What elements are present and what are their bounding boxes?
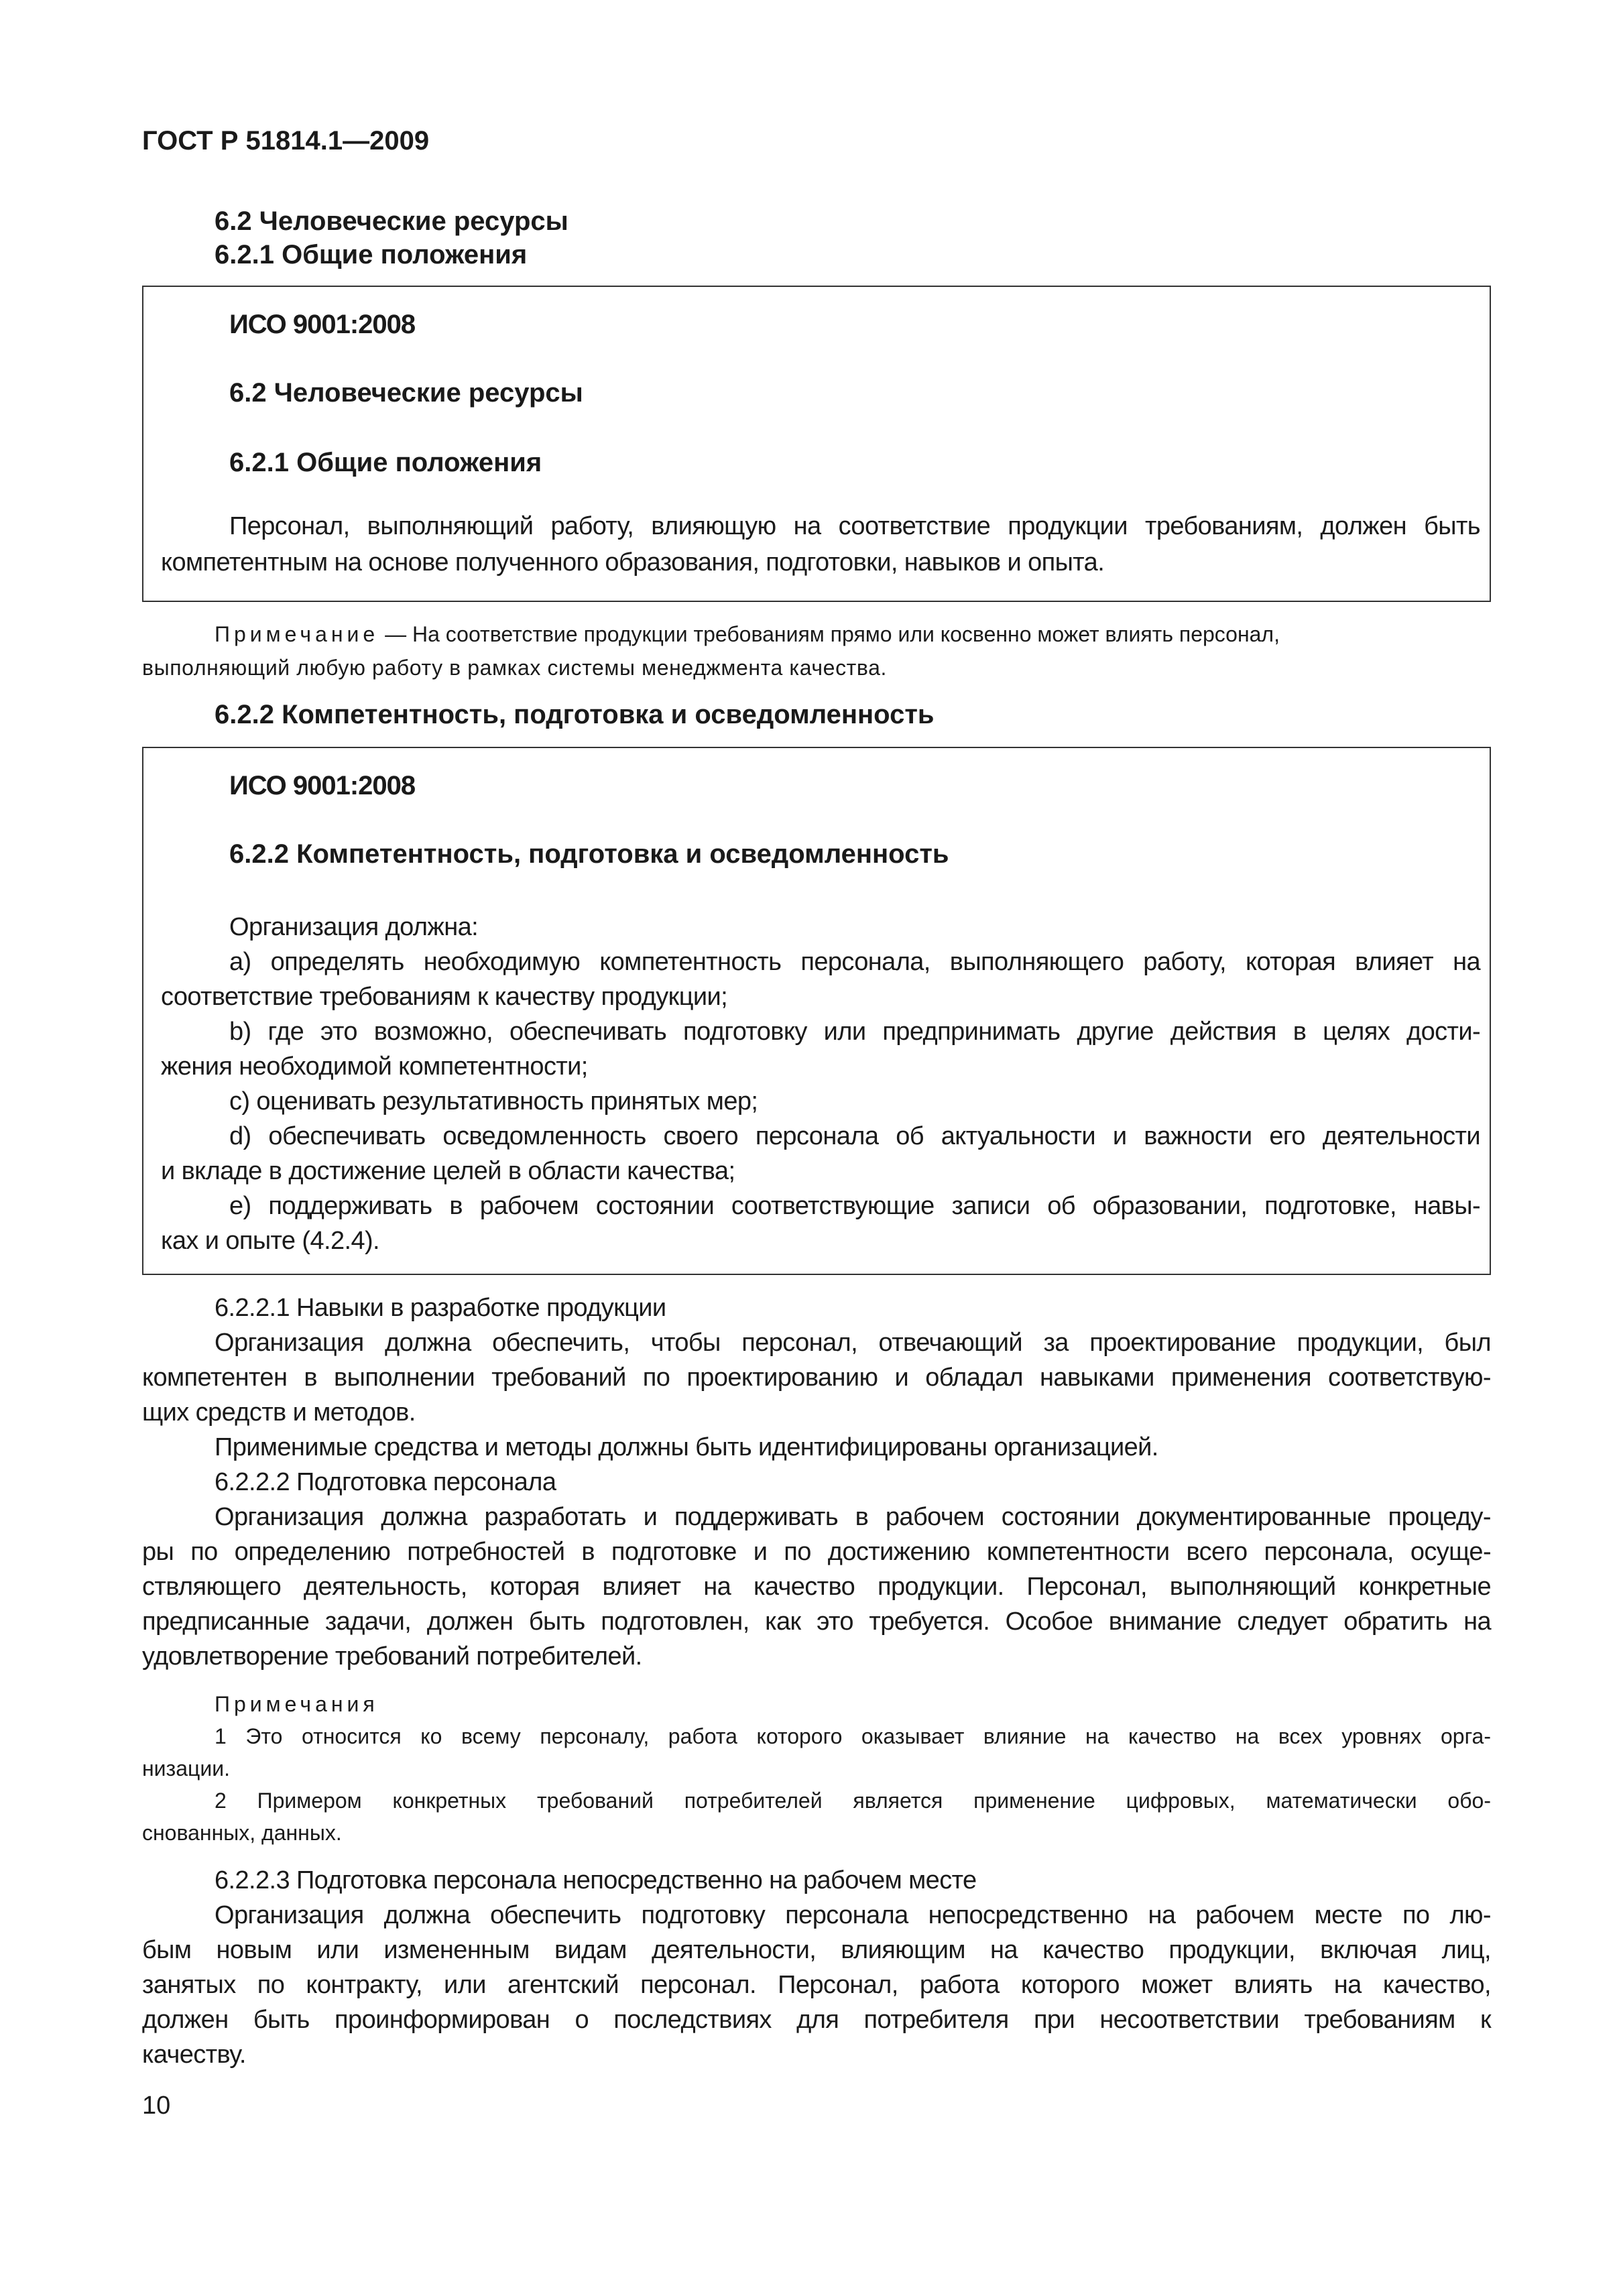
paragraph-line: удовлетворение требований потребителей. xyxy=(142,1642,642,1671)
paragraph-line: занятых по контракту, или агентский персонал. Персонал, работа которого может влиять на качество, xyxy=(142,1971,1491,1999)
iso-standard-label: ИСО 9001:2008 xyxy=(229,310,416,339)
subsection-6-2-2-2-title: 6.2.2.2 Подготовка персонала xyxy=(215,1468,556,1496)
note-1-line-2: выполняющий любую работу в рамках системы менеджмента качества. xyxy=(142,656,888,680)
subsection-6-2-2-3-title: 6.2.2.3 Подготовка персонала непосредственно на рабочем месте xyxy=(215,1866,977,1894)
list-item-b-line-1: b) где это возможно, обеспечивать подготовку или предпринимать другие действия в целях дости- xyxy=(229,1018,1480,1046)
note-item-1-line-2: низации. xyxy=(142,1756,230,1780)
paragraph-line: ры по определению потребностей в подготовке и по достижению компетентности всего персонала, осуще- xyxy=(142,1538,1491,1566)
list-item-e-line-1: е) поддерживать в рабочем состоянии соответствующие записи об образовании, подготовке, навы- xyxy=(229,1192,1480,1220)
paragraph-line: Применимые средства и методы должны быть идентифицированы организацией. xyxy=(215,1433,1158,1461)
list-item-a-line-1: а) определять необходимую компетентность персонала, выполняющего работу, которая влияет на xyxy=(229,948,1480,976)
note-label: Примечание xyxy=(215,622,379,646)
list-item-e-line-2: ках и опыте (4.2.4). xyxy=(161,1227,380,1255)
list-item-c: с) оценивать результативность принятых мер; xyxy=(229,1087,758,1115)
document-code: ГОСТ Р 51814.1—2009 xyxy=(142,126,430,156)
note-item-2-line-2: снованных, данных. xyxy=(142,1821,342,1845)
list-item-a-line-2: соответствие требованиям к качеству продукции; xyxy=(161,983,728,1011)
iso-heading-6-2-2: 6.2.2 Компетентность, подготовка и осведомленность xyxy=(229,839,949,869)
note-item-1-line-1: 1 Это относится ко всему персоналу, работа которого оказывает влияние на качество на всех уровнях орга- xyxy=(215,1724,1491,1748)
iso-standard-label: ИСО 9001:2008 xyxy=(229,771,416,800)
paragraph-line: ствляющего деятельность, которая влияет на качество продукции. Персонал, выполняющий конкретные xyxy=(142,1573,1491,1601)
list-item-d-line-2: и вкладе в достижение целей в области качества; xyxy=(161,1157,735,1185)
paragraph-line: компетентным на основе полученного образования, подготовки, навыков и опыта. xyxy=(161,548,1105,577)
section-6-2-2-heading: 6.2.2 Компетентность, подготовка и осведомленность xyxy=(215,700,935,729)
iso-heading-6-2-1: 6.2.1 Общие положения xyxy=(229,448,542,477)
paragraph-line: должен быть проинформирован о последствиях для потребителя при несоответствии требованиям к xyxy=(142,2006,1491,2034)
note-item-2-line-1: 2 Примером конкретных требований потребителей является применение цифровых, математически обо- xyxy=(215,1789,1491,1813)
list-item-b-line-2: жения необходимой компетентности; xyxy=(161,1052,588,1081)
paragraph-line: Организация должна обеспечить подготовку персонала непосредственно на рабочем месте по лю- xyxy=(215,1901,1491,1929)
notes-label: Примечания xyxy=(215,1692,379,1716)
paragraph-line: Персонал, выполняющий работу, влияющую на соответствие продукции требованиям, должен быть xyxy=(229,512,1480,540)
list-item-d-line-1: d) обеспечивать осведомленность своего персонала об актуальности и важности его деятельности xyxy=(229,1122,1480,1150)
paragraph-line: компетентен в выполнении требований по проектированию и обладал навыками применения соответствую- xyxy=(142,1364,1491,1392)
paragraph-line: бым новым или измененным видам деятельности, влияющим на качество продукции, включая лиц, xyxy=(142,1936,1491,1964)
note-1-line-1: Примечание — На соответствие продукции требованиям прямо или косвенно может влиять персонал, xyxy=(215,622,1280,646)
paragraph-line: предписанные задачи, должен быть подготовлен, как это требуется. Особое внимание следует обратить на xyxy=(142,1608,1491,1636)
paragraph-line: щих средств и методов. xyxy=(142,1398,416,1427)
paragraph-line: Организация должна обеспечить, чтобы персонал, отвечающий за проектирование продукции, был xyxy=(215,1329,1491,1357)
section-6-2-heading: 6.2 Человеческие ресурсы xyxy=(215,206,568,236)
paragraph-line: качеству. xyxy=(142,2041,246,2069)
iso-heading-6-2: 6.2 Человеческие ресурсы xyxy=(229,378,583,408)
section-6-2-1-heading: 6.2.1 Общие положения xyxy=(215,240,528,269)
subsection-6-2-2-1-title: 6.2.2.1 Навыки в разработке продукции xyxy=(215,1294,666,1322)
paragraph-line: Организация должна разработать и поддерживать в рабочем состоянии документированные процеду- xyxy=(215,1503,1491,1531)
paragraph-line: Организация должна: xyxy=(229,913,479,941)
page-number: 10 xyxy=(142,2092,171,2120)
